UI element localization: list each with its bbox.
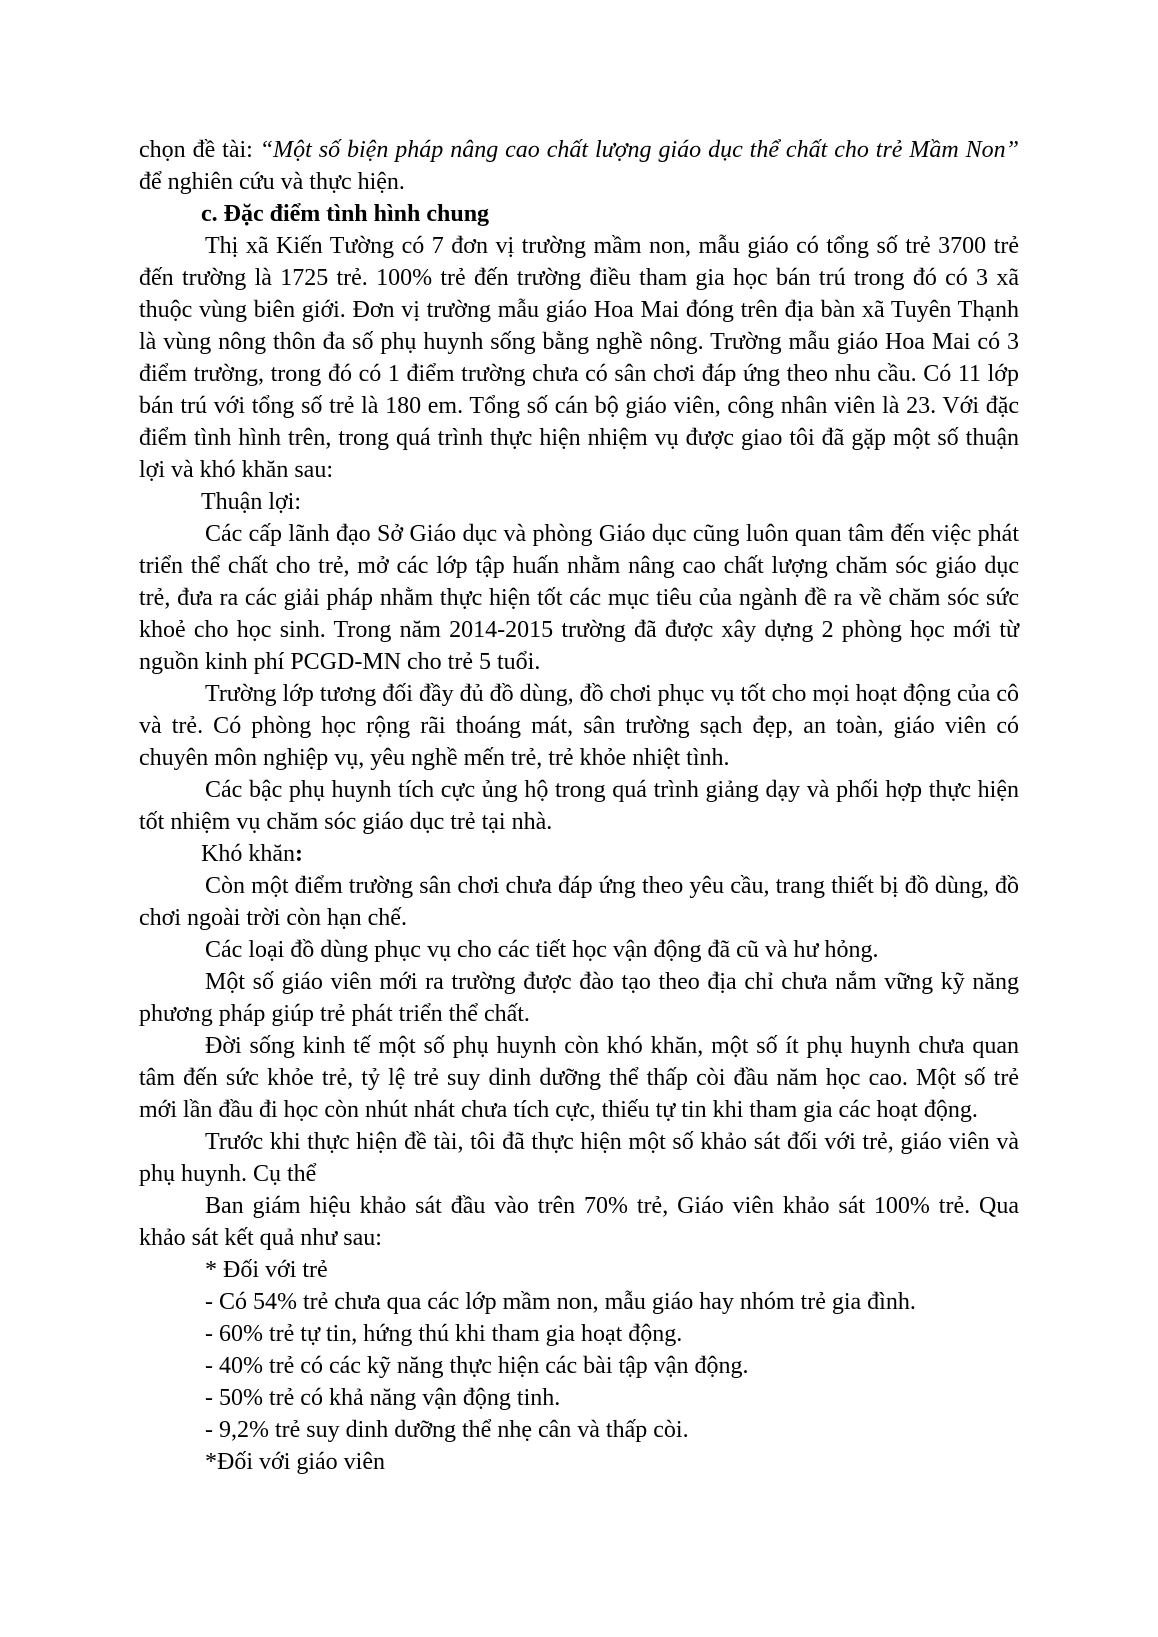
children-result-item: - 9,2% trẻ suy dinh dưỡng thể nhẹ cân và thấp còi. [205, 1417, 689, 1443]
advantages-label: Thuận lợi: [201, 489, 302, 515]
difficulty-paragraph: Một số giáo viên mới ra trường được đào tạo theo địa chỉ chưa nắm vững kỹ năng phương pháp giúp trẻ phát triển thể chất. [139, 969, 1019, 1027]
intro-prefix: chọn đề tài: [139, 137, 260, 163]
research-title: “Một số biện pháp nâng cao chất lượng giáo dục thể chất cho trẻ Mầm Non” [259, 137, 1019, 163]
children-heading: * Đối với trẻ [205, 1257, 328, 1283]
difficulties-colon: : [294, 841, 303, 867]
children-result-item: - 50% trẻ có khả năng vận động tinh. [205, 1385, 561, 1411]
children-result-item: - 60% trẻ tự tin, hứng thú khi tham gia hoạt động. [205, 1321, 683, 1347]
general-paragraph: Thị xã Kiến Tường có 7 đơn vị trường mầm non, mẫu giáo có tổng số trẻ 3700 trẻ đến trường là 1725 trẻ. 100% trẻ đến trường điều tham gia học bán trú trong đó có 3 xã thuộc vùng biên giới. Đơn vị trường mẫu giáo Hoa Mai đóng trên địa bàn xã Tuyên Thạnh là vùng nông thôn đa số phụ huynh sống bằng nghề nông. Trường mẫu giáo Hoa Mai có 3 điểm trường, trong đó có 1 điểm trường chưa có sân chơi đáp ứng theo nhu cầu. Có 11 lớp bán trú với tổng số trẻ là 180 em. Tổng số cán bộ giáo viên, công nhân viên là 23. Với đặc điểm tình hình trên, trong quá trình thực hiện nhiệm vụ được giao tôi đã gặp một số thuận lợi và khó khăn sau: [139, 233, 1019, 483]
difficulties-label-line [139, 838, 1019, 870]
intro-suffix: để nghiên cứu và thực hiện. [139, 169, 405, 195]
difficulties-label: Khó khăn [201, 841, 295, 867]
teachers-heading: *Đối với giáo viên [205, 1449, 385, 1475]
advantage-paragraph: Các cấp lãnh đạo Sở Giáo dục và phòng Giáo dục cũng luôn quan tâm đến việc phát triển thể chất cho trẻ, mở các lớp tập huấn nhằm nâng cao chất lượng chăm sóc giáo dục trẻ, đưa ra các giải pháp nhằm thực hiện tốt các mục tiêu của ngành đề ra về chăm sóc sức khoẻ cho học sinh. Trong năm 2014-2015 trường đã được xây dựng 2 phòng học mới từ nguồn kinh phí PCGD-MN cho trẻ 5 tuổi. [139, 521, 1019, 675]
advantage-paragraph: Các bậc phụ huynh tích cực ủng hộ trong quá trình giảng dạy và phối hợp thực hiện tốt nhiệm vụ chăm sóc giáo dục trẻ tại nhà. [139, 777, 1019, 835]
children-result-item: - 40% trẻ có các kỹ năng thực hiện các bài tập vận động. [205, 1353, 749, 1379]
difficulty-paragraph: Còn một điểm trường sân chơi chưa đáp ứng theo yêu cầu, trang thiết bị đồ dùng, đồ chơi ngoài trời còn hạn chế. [139, 873, 1019, 931]
difficulty-paragraph: Các loại đồ dùng phục vụ cho các tiết học vận động đã cũ và hư hỏng. [205, 937, 879, 963]
difficulty-paragraph: Đời sống kinh tế một số phụ huynh còn khó khăn, một số ít phụ huynh chưa quan tâm đến sức khỏe trẻ, tỷ lệ trẻ suy dinh dưỡng thể thấp còi đầu năm học cao. Một số trẻ mới lần đầu đi học còn nhút nhát chưa tích cực, thiếu tự tin khi tham gia các hoạt động. [139, 1033, 1019, 1123]
section-heading: c. Đặc điểm tình hình chung [201, 201, 490, 227]
children-result-item: - Có 54% trẻ chưa qua các lớp mầm non, mẫu giáo hay nhóm trẻ gia đình. [205, 1289, 916, 1315]
advantage-paragraph: Trường lớp tương đối đầy đủ đồ dùng, đồ chơi phục vụ tốt cho mọi hoạt động của cô và trẻ. Có phòng học rộng rãi thoáng mát, sân trường sạch đẹp, an toàn, giáo viên có chuyên môn nghiệp vụ, yêu nghề mến trẻ, trẻ khỏe nhiệt tình. [139, 681, 1019, 771]
survey-method: Ban giám hiệu khảo sát đầu vào trên 70% trẻ, Giáo viên khảo sát 100% trẻ. Qua khảo sát kết quả như sau: [139, 1193, 1019, 1251]
intro-paragraph [139, 134, 1019, 198]
document-page [139, 134, 1019, 1478]
survey-intro: Trước khi thực hiện đề tài, tôi đã thực hiện một số khảo sát đối với trẻ, giáo viên và phụ huynh. Cụ thể [139, 1129, 1019, 1187]
